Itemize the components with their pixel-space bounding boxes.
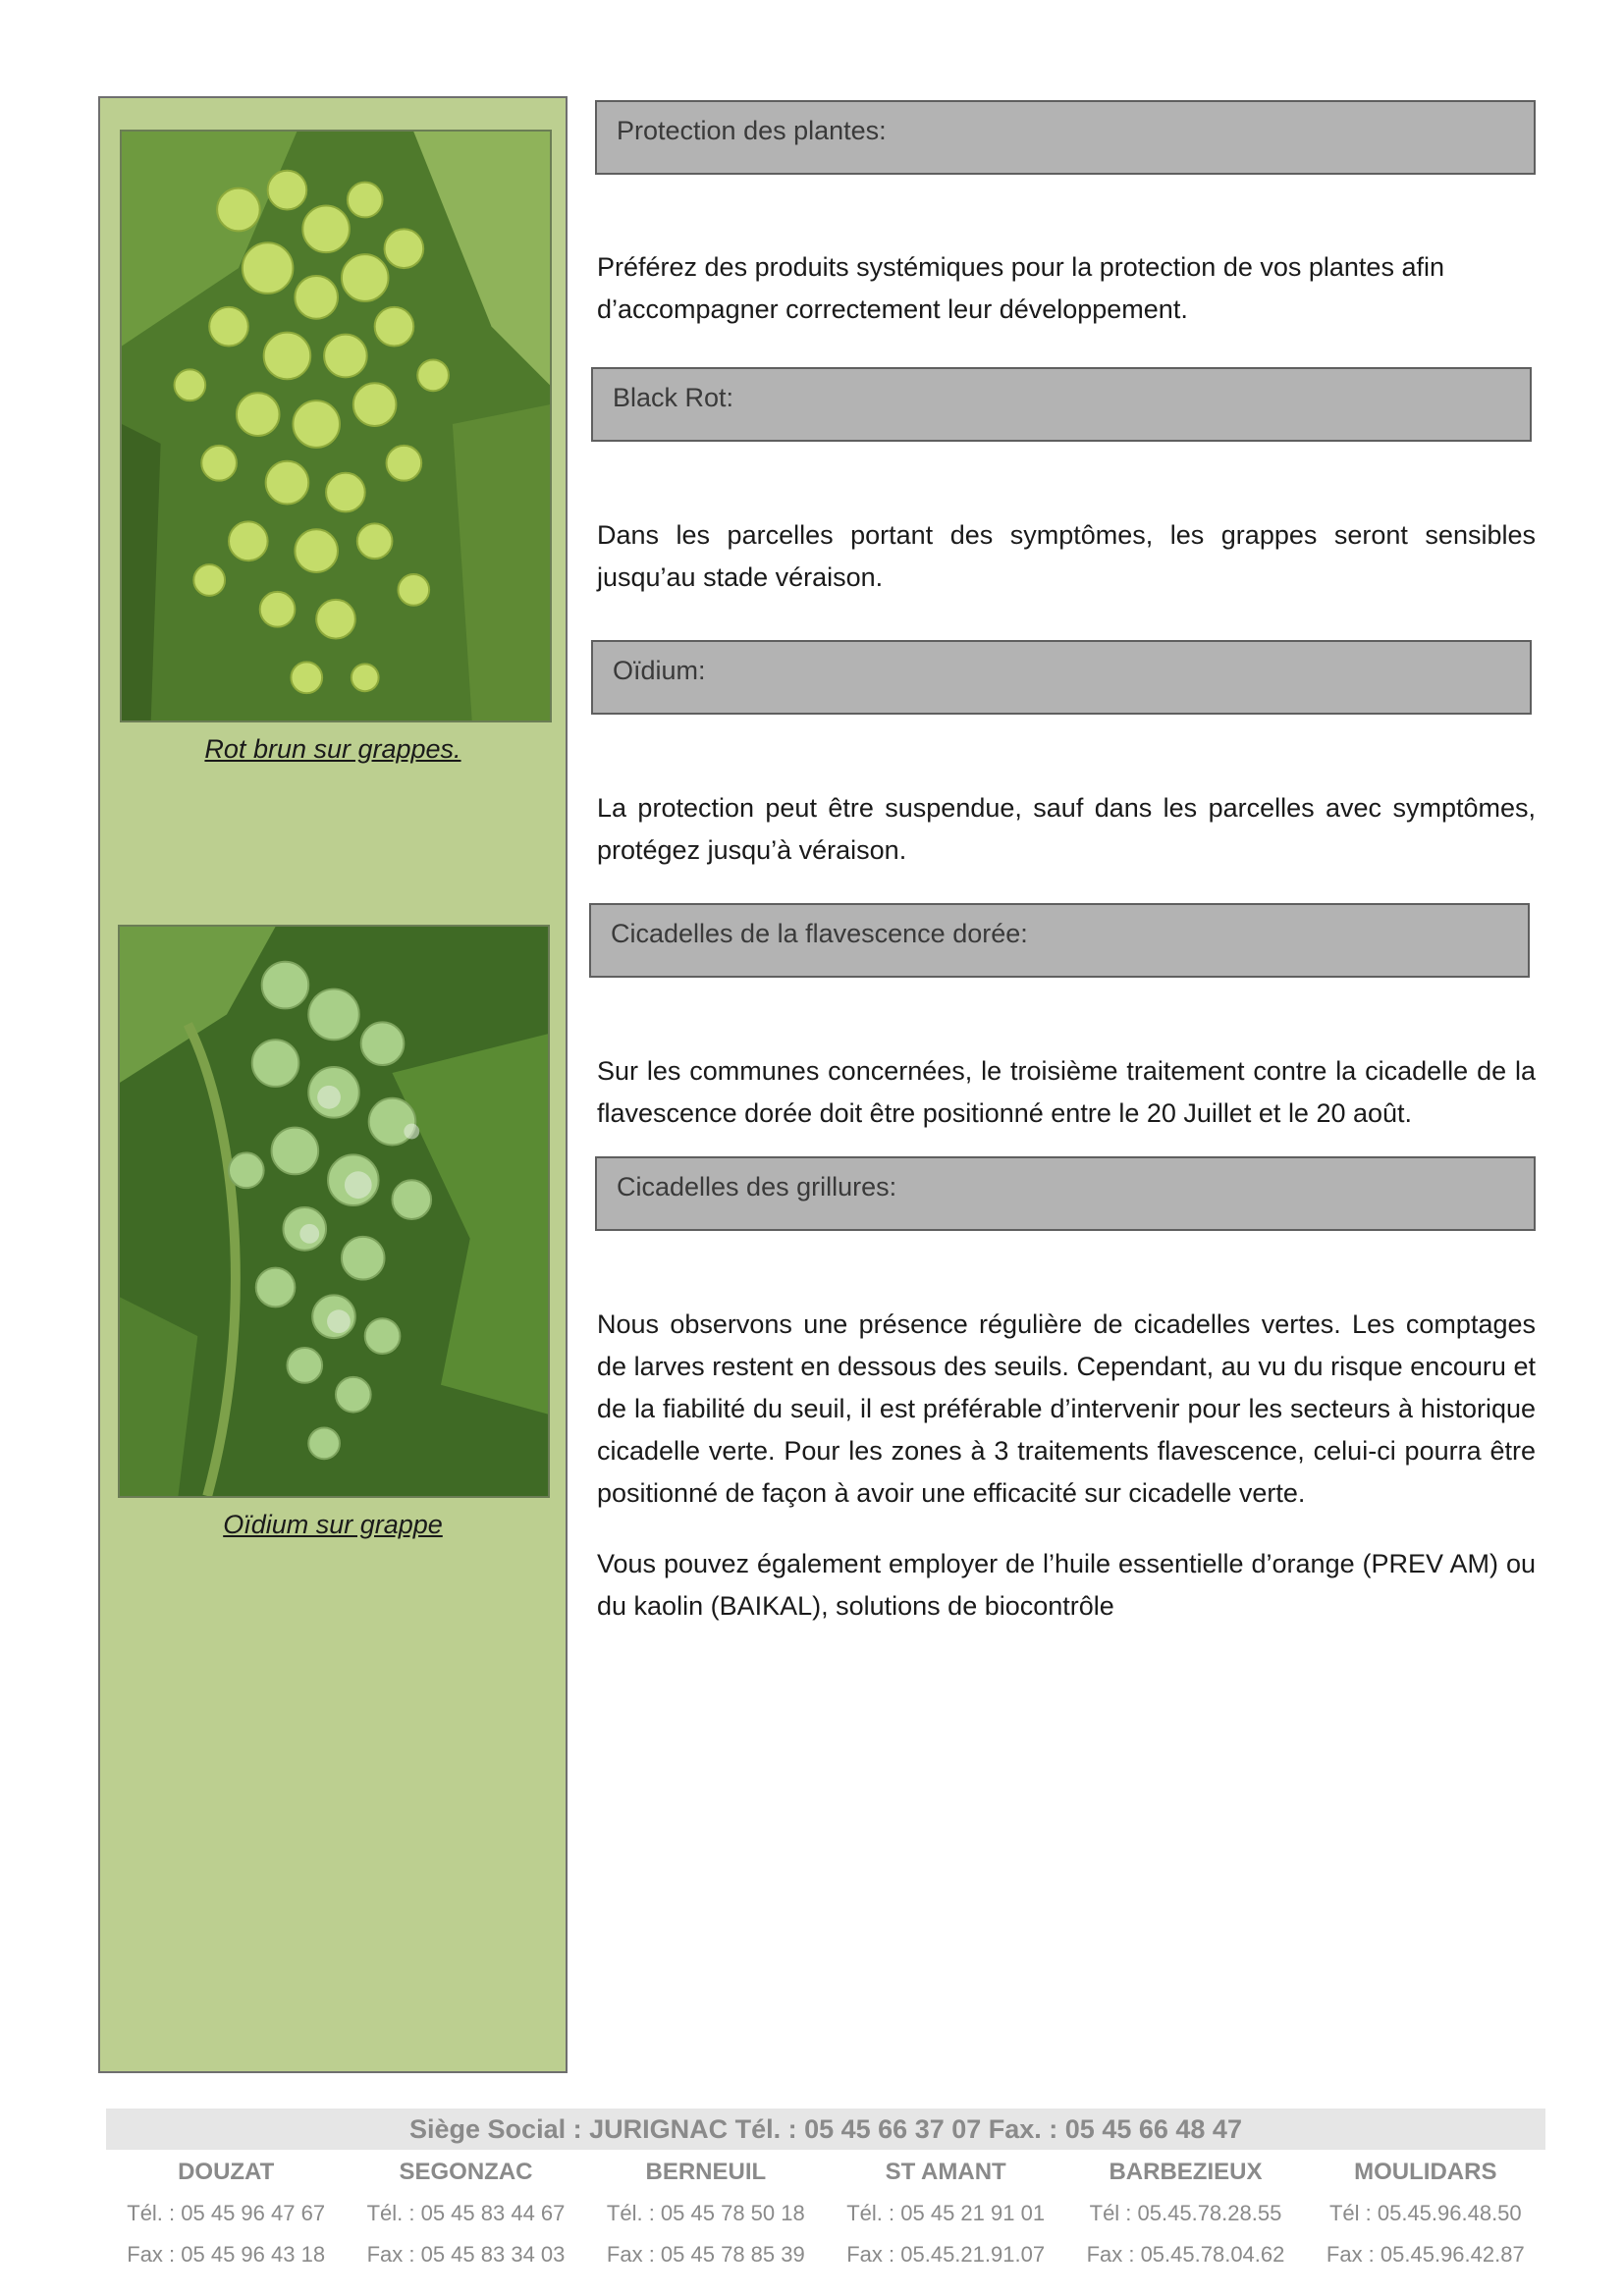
heading-oidium: Oïdium:	[591, 640, 1532, 715]
agency-name: MOULIDARS	[1354, 2159, 1497, 2185]
agency-fax: Fax : 05.45.78.04.62	[1086, 2242, 1285, 2267]
agency-segonzac	[346, 2152, 585, 2275]
head-office-line: Siège Social : JURIGNAC Tél. : 05 45 66 37 07 Fax. : 05 45 66 48 47	[106, 2109, 1545, 2150]
agency-name: SEGONZAC	[399, 2159, 533, 2185]
agency-barbezieux	[1065, 2152, 1305, 2275]
agency-name: BERNEUIL	[645, 2159, 767, 2185]
heading-protection-plantes: Protection des plantes:	[595, 100, 1536, 175]
agencies-row	[106, 2152, 1545, 2275]
agency-name: DOUZAT	[178, 2159, 275, 2185]
paragraph-biocontrole: Vous pouvez également employer de l’huile essentielle d’orange (PREV AM) ou du kaolin (BAIKAL), solutions de biocontrôle	[597, 1549, 1536, 1621]
agency-fax: Fax : 05.45.96.42.87	[1326, 2242, 1525, 2267]
paragraph-black-rot: Dans les parcelles portant des symptômes, les grappes seront sensibles jusqu’au stade véraison.	[597, 520, 1536, 592]
paragraph-protection-plantes: Préférez des produits systémiques pour la protection de vos plantes afin d’accompagner correctement leur développement.	[597, 252, 1444, 324]
heading-black-rot: Black Rot:	[591, 367, 1532, 442]
agency-tel: Tél. : 05 45 96 47 67	[127, 2201, 326, 2225]
heading-cicadelles-grillures: Cicadelles des grillures:	[595, 1156, 1536, 1231]
agency-tel: Tél. : 05 45 21 91 01	[846, 2201, 1046, 2225]
photo1-caption: Rot brun sur grappes.	[204, 734, 461, 764]
agency-fax: Fax : 05 45 78 85 39	[606, 2242, 805, 2267]
agency-tel: Tél : 05.45.78.28.55	[1089, 2201, 1282, 2225]
photo2-caption: Oïdium sur grappe	[223, 1510, 443, 1539]
agency-tel: Tél. : 05 45 83 44 67	[366, 2201, 566, 2225]
paragraph-cicadelles-grillures: Nous observons une présence régulière de cicadelles vertes. Les comptages de larves restent en dessous des seuils. Cependant, au vu du risque encouru et de la fiabilité du seuil, il est préférable d’intervenir pour les secteurs à historique cicadelle verte. Pour les zones à 3 traitements flavescence, celui-ci pourra être positionné de façon à avoir une efficacité sur cicadelle verte.	[597, 1309, 1536, 1508]
paragraph-cicadelles-flavescence: Sur les communes concernées, le troisième traitement contre la cicadelle de la flavescence dorée doit être positionné entre le 20 Juillet et le 20 août.	[597, 1056, 1536, 1128]
agency-st-amant	[826, 2152, 1065, 2275]
grape-cluster-oidium-photo	[118, 925, 550, 1498]
agency-tel: Tél. : 05 45 78 50 18	[606, 2201, 805, 2225]
agency-fax: Fax : 05.45.21.91.07	[846, 2242, 1046, 2267]
paragraph-oidium: La protection peut être suspendue, sauf dans les parcelles avec symptômes, protégez jusqu’à véraison.	[597, 793, 1536, 865]
agency-douzat	[106, 2152, 346, 2275]
agency-moulidars	[1306, 2152, 1545, 2275]
grape-cluster-photo	[120, 130, 552, 722]
agency-name: BARBEZIEUX	[1109, 2159, 1263, 2185]
heading-cicadelles-flavescence: Cicadelles de la flavescence dorée:	[589, 903, 1530, 978]
agency-fax: Fax : 05 45 83 34 03	[366, 2242, 566, 2267]
agency-tel: Tél : 05.45.96.48.50	[1328, 2201, 1522, 2225]
agency-name: ST AMANT	[885, 2159, 1006, 2185]
footer	[106, 2109, 1545, 2275]
agency-fax: Fax : 05 45 96 43 18	[127, 2242, 326, 2267]
sidebar-panel	[98, 96, 568, 2073]
agency-berneuil	[586, 2152, 826, 2275]
